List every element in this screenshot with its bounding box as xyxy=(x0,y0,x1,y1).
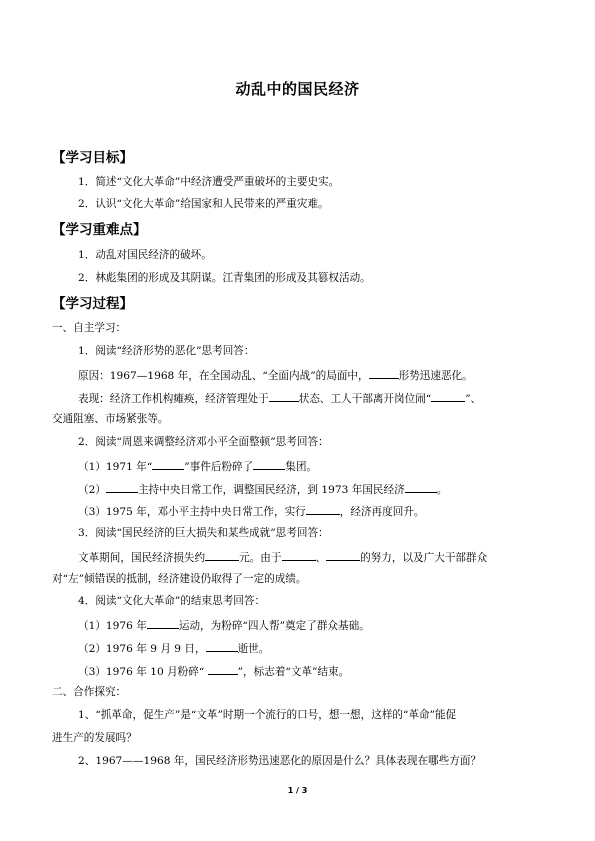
q3-text-d: 的努力，以及广大干部群众 xyxy=(360,552,488,564)
fill-blank[interactable] xyxy=(147,617,179,629)
question-2: 2．阅读“周恩来调整经济邓小平全面整顿”思考回答： xyxy=(78,436,329,448)
q4-3-text-b: ”，标志着“文革”结束。 xyxy=(237,666,350,678)
q3-text-a: 文革期间，国民经济损失约 xyxy=(78,552,206,564)
question-4: 4．阅读“文化大革命”的结束思考回答： xyxy=(78,595,266,607)
q2-item-2 xyxy=(78,481,447,497)
fill-blank[interactable] xyxy=(206,640,238,652)
heading-goals: 【学习目标】 xyxy=(52,150,133,166)
q2-2-text-c: 。 xyxy=(436,484,448,496)
q2-item-3 xyxy=(78,503,425,519)
coop-question-1-cont: 进生产的发展吗？ xyxy=(52,732,137,744)
q1-performance xyxy=(78,390,481,406)
q1-cause-text-a: 原因：1967—1968 年，在全国动乱、“全面内战”的局面中， xyxy=(78,370,369,382)
q1-cause-text-b: 形势迅速恶化。 xyxy=(398,370,473,382)
fill-blank[interactable] xyxy=(431,390,465,402)
q2-1-text-a: （1）1971 年“ xyxy=(78,461,153,473)
fill-blank[interactable] xyxy=(253,458,285,470)
part2-label: 二、合作探究： xyxy=(52,686,127,698)
keypoint-item-2: 2．林彪集团的形成及其阴谋。江青集团的形成及其篡权活动。 xyxy=(78,272,371,284)
page-title: 动乱中的国民经济 xyxy=(235,80,360,98)
q2-1-text-b: ”事件后粉碎了 xyxy=(184,461,254,473)
fill-blank[interactable] xyxy=(405,481,437,493)
part1-label: 一、自主学习： xyxy=(52,322,127,334)
fill-blank[interactable] xyxy=(205,549,239,561)
fill-blank[interactable] xyxy=(269,390,299,402)
q4-item-2 xyxy=(78,640,269,656)
q4-1-text-b: 运动，为粉碎“四人帮”奠定了群众基础。 xyxy=(178,620,370,632)
fill-blank[interactable] xyxy=(326,549,360,561)
goal-item-2: 2．认识“文化大革命”给国家和人民带来的严重灾难。 xyxy=(78,198,329,210)
keypoint-item-1: 1．动乱对国民经济的破坏。 xyxy=(78,249,212,261)
q2-3-text-b: ，经济再度回升。 xyxy=(339,506,425,518)
q2-1-text-c: 集团。 xyxy=(285,461,318,473)
question-1: 1．阅读“经济形势的恶化”思考回答： xyxy=(78,345,255,357)
fill-blank[interactable] xyxy=(369,367,399,379)
fill-blank[interactable] xyxy=(152,458,184,470)
fill-blank[interactable] xyxy=(208,663,238,675)
q2-2-text-a: （2） xyxy=(78,484,106,496)
goal-item-1: 1．简述“文化大革命”中经济遭受严重破坏的主要史实。 xyxy=(78,176,340,188)
q1-perf-text-a: 表现：经济工作机构瘫痪，经济管理处于 xyxy=(78,393,269,405)
heading-process: 【学习过程】 xyxy=(52,296,133,312)
q4-item-3 xyxy=(78,663,349,679)
fill-blank[interactable] xyxy=(282,549,316,561)
q3-text-b: 元。由于 xyxy=(239,552,282,564)
q2-2-text-b: 主持中央日常工作，调整国民经济，到 1973 年国民经济 xyxy=(137,484,405,496)
heading-keypoints: 【学习重难点】 xyxy=(52,222,147,238)
q1-cause xyxy=(78,367,473,383)
q3-text-c: 、 xyxy=(315,552,327,564)
page-number: 1 / 3 xyxy=(287,786,308,795)
q4-3-text-a: （3）1976 年 10 月粉碎“ xyxy=(78,666,208,678)
q4-2-text-a: （2）1976 年 9 月 9 日， xyxy=(78,643,206,655)
coop-question-2: 2、1967——1968 年，国民经济形势迅速恶化的原因是什么？具体表现在哪些方面？ xyxy=(78,755,482,767)
q3-answer xyxy=(78,549,487,565)
fill-blank[interactable] xyxy=(106,481,138,493)
question-3: 3．阅读“国民经济的巨大损失和某些成就”思考回答： xyxy=(78,527,329,539)
q4-1-text-a: （1）1976 年 xyxy=(78,620,147,632)
q2-item-1 xyxy=(78,458,317,474)
q1-perf-text-b: 状态、工人干部离开岗位闹“ xyxy=(298,393,432,405)
fill-blank[interactable] xyxy=(306,503,340,515)
q4-item-1 xyxy=(78,617,370,633)
q3-answer-cont: 对“左”倾错误的抵制，经济建设仍取得了一定的成绩。 xyxy=(52,573,307,585)
q1-perf-text-c: ”、 xyxy=(465,393,482,405)
q1-performance-cont: 交通阻塞、市场紧张等。 xyxy=(52,413,169,425)
q2-3-text-a: （3）1975 年，邓小平主持中央日常工作，实行 xyxy=(78,506,306,518)
q4-2-text-b: 逝世。 xyxy=(237,643,270,655)
coop-question-1: 1、“抓革命，促生产”是“文革”时期一个流行的口号，想一想，这样的“革命”能促 xyxy=(78,709,457,721)
